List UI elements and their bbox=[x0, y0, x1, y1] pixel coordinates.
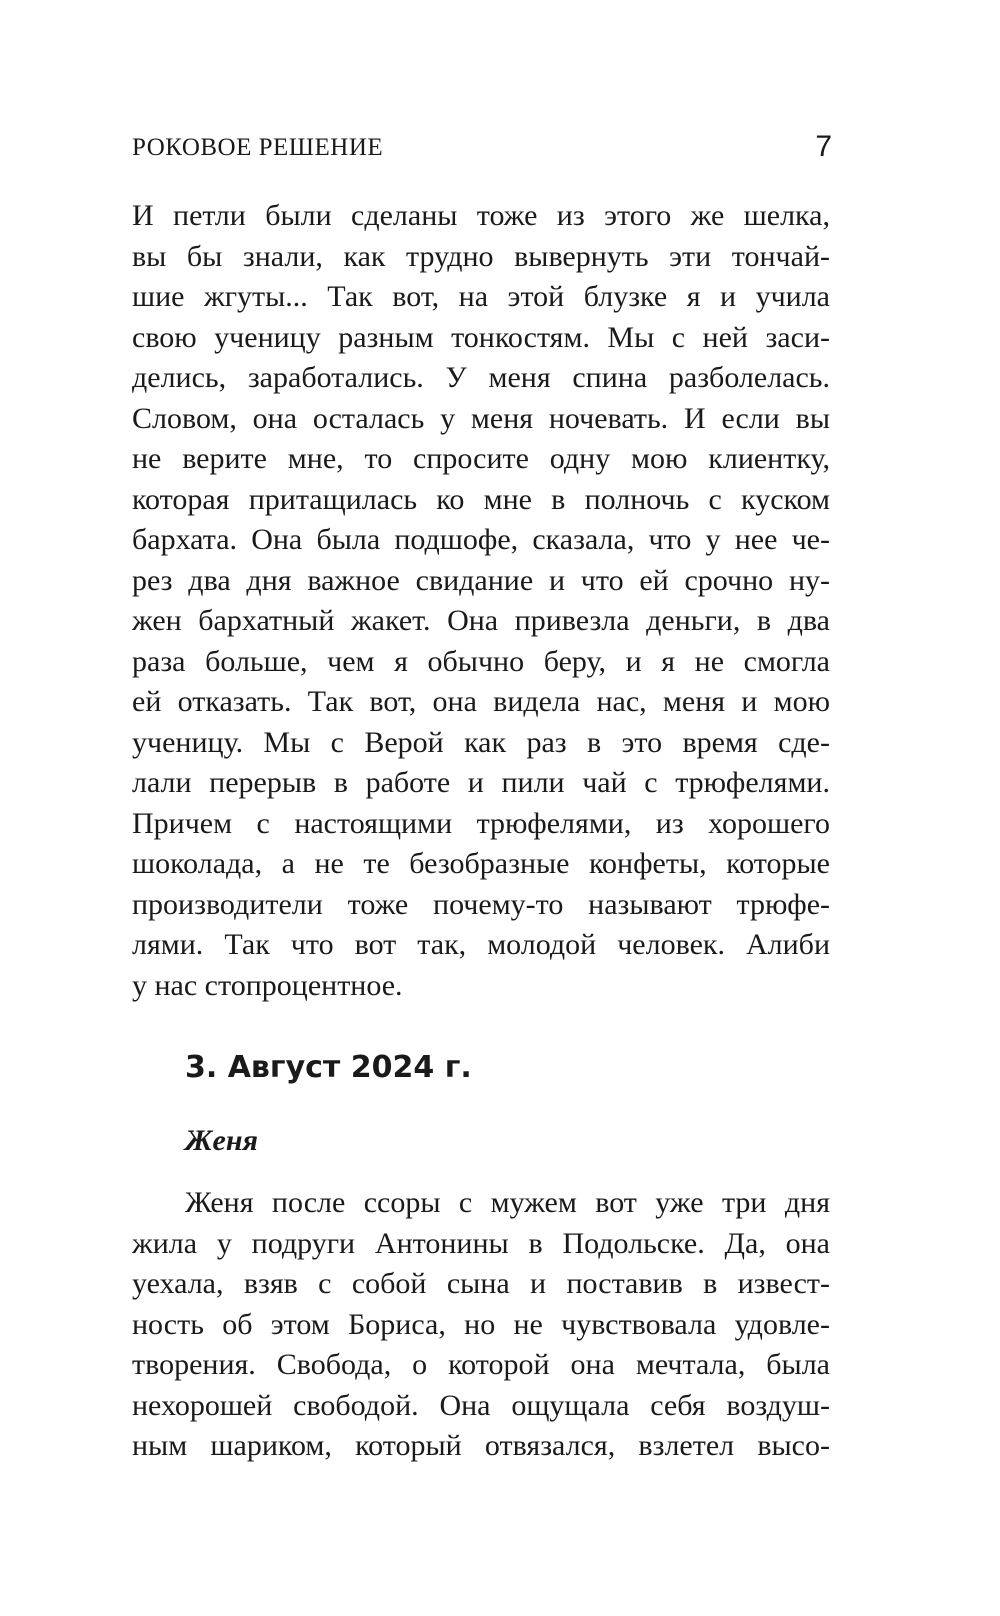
text-line: нехорошей свободой. Она ощущала себя воздуш- bbox=[132, 1388, 830, 1422]
chapter-opening-paragraph bbox=[132, 1183, 830, 1467]
text-line: у нас стопроцентное. bbox=[132, 968, 403, 1002]
text-line: Женя после ссоры с мужем вот уже три дня bbox=[185, 1186, 830, 1219]
character-subheading: Женя bbox=[185, 1124, 258, 1157]
text-line: ученицу. Мы с Верой как раз в это время сде- bbox=[132, 725, 830, 759]
text-line: бархата. Она была подшофе, сказала, что у нее че- bbox=[132, 523, 830, 556]
text-line: шие жгуты... Так вот, на этой блузке я и учила bbox=[132, 280, 830, 313]
running-title: РОКОВОЕ РЕШЕНИЕ bbox=[132, 134, 384, 161]
text-line: раза больше, чем я обычно беру, и я не смогла bbox=[132, 644, 830, 678]
chapter-heading: 3. Август 2024 г. bbox=[185, 1050, 472, 1085]
text-line: ность об этом Бориса, но не чувствовала удовле- bbox=[132, 1307, 830, 1341]
text-line: рез два дня важное свидание и что ей срочно ну- bbox=[132, 563, 830, 597]
text-line: делись, заработались. У меня спина разболелась. bbox=[132, 361, 830, 394]
text-line: ей отказать. Так вот, она видела нас, меня и мою bbox=[132, 685, 830, 718]
text-line: лали перерыв в работе и пили чай с трюфелями. bbox=[132, 766, 830, 799]
running-header bbox=[132, 130, 832, 170]
text-line: жен бархатный жакет. Она привезла деньги, в два bbox=[132, 604, 830, 637]
text-line: Словом, она осталась у меня ночевать. И если вы bbox=[132, 401, 830, 435]
text-line: жила у подруги Антонины в Подольске. Да, она bbox=[132, 1226, 830, 1260]
text-line: свою ученицу разным тонкостям. Мы с ней заси- bbox=[132, 320, 830, 354]
page-number: 7 bbox=[815, 130, 832, 163]
text-line: которая притащилась ко мне в полночь с куском bbox=[132, 482, 830, 516]
text-line: творения. Свобода, о которой она мечтала, была bbox=[132, 1348, 830, 1381]
text-line: не верите мне, то спросите одну мою клиентку, bbox=[132, 442, 830, 475]
text-line: Причем с настоящими трюфелями, из хорошего bbox=[132, 806, 830, 840]
text-line: ным шариком, который отвязался, взлетел высо- bbox=[132, 1429, 830, 1462]
text-line: вы бы знали, как трудно вывернуть эти тончай- bbox=[132, 239, 830, 273]
passage-continued bbox=[132, 196, 830, 1006]
text-line: И петли были сделаны тоже из этого же шелка, bbox=[132, 199, 830, 232]
text-line: лями. Так что вот так, молодой человек. Алиби bbox=[132, 928, 830, 961]
text-line: производители тоже почему-то называют трюфе- bbox=[132, 887, 830, 921]
text-line: шоколада, а не те безобразные конфеты, которые bbox=[132, 847, 830, 880]
text-line: уехала, взяв с собой сына и поставив в извест- bbox=[132, 1267, 830, 1300]
